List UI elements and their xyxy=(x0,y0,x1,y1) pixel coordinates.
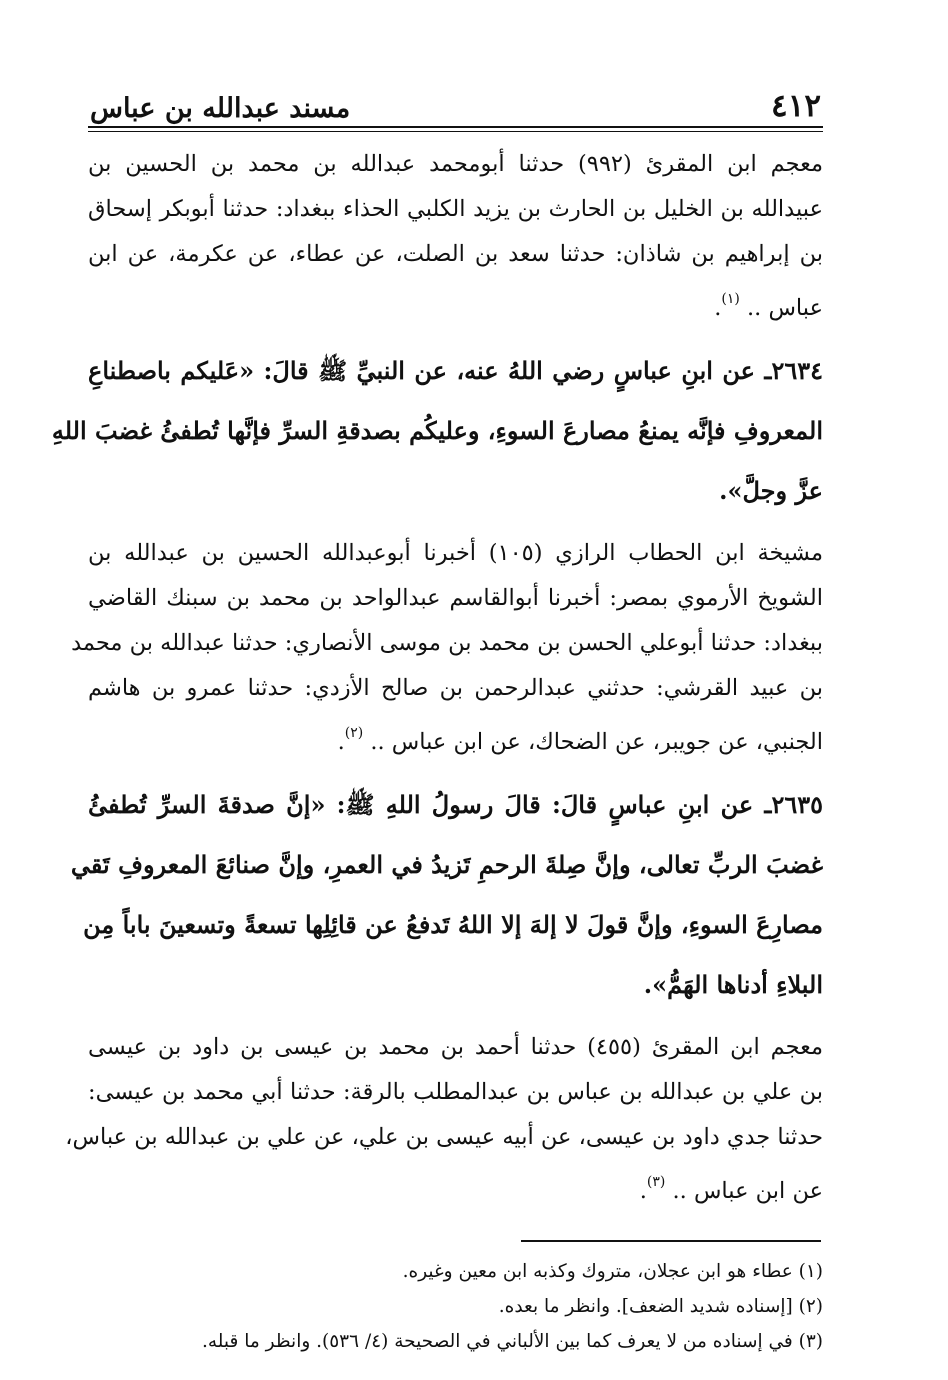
hadith-line: عزَّ وجلَّ». xyxy=(719,476,823,505)
hadith-line: ٢٦٣٥ـ عن ابنِ عباسٍ قالَ: قالَ رسولُ اللهِ ﷺ: «إنَّ صدقةَ السرِّ تُطفئُ xyxy=(88,790,823,819)
hadith-line: غضبَ الربِّ تعالى، وإنَّ صِلةَ الرحمِ تَزيدُ في العمرِ، وإنَّ صنائعَ المعروفِ تَقي xyxy=(70,850,823,879)
footnotes xyxy=(88,1254,823,1359)
hadith-line: البلاءِ أدناها الهَمُّ». xyxy=(643,970,823,999)
hadith-line: ٢٦٣٤ـ عن ابنِ عباسٍ رضي اللهُ عنه، عن النبيِّ ﷺ قالَ: «عَليكم باصطناعِ xyxy=(88,356,823,385)
header-rule xyxy=(88,126,823,132)
hadith-paragraph xyxy=(70,775,823,1015)
footnote-separator xyxy=(521,1240,821,1242)
text-line: حدثنا جدي داود بن عيسى، عن أبيه عيسى بن علي، عن علي بن عبدالله بن عباس، xyxy=(65,1124,823,1150)
page-header xyxy=(88,78,823,126)
footnote: (١) عطاء هو ابن عجلان، متروك وكذبه ابن معين وغيره. xyxy=(402,1261,823,1282)
footnote: (٢) [إسناده شديد الضعف]. وانظر ما بعده. xyxy=(498,1296,823,1317)
footnote-ref: (٣) xyxy=(646,1174,666,1190)
text-line: الشويخ الأرموي بمصر: أخبرنا أبوالقاسم عبدالواحد بن محمد بن سبنك القاضي xyxy=(88,585,823,611)
text-line: ببغداد: حدثنا أبوعلي الحسن بن محمد بن موسى الأنصاري: حدثنا عبدالله بن محمد xyxy=(71,630,823,656)
text-line: عن ابن عباس .. $^{(٣)}$. xyxy=(639,1174,823,1204)
footnote-ref: (١) xyxy=(721,291,740,307)
text-line: بن إبراهيم بن شاذان: حدثنا سعد بن الصلت، عن عطاء، عن عكرمة، عن ابن xyxy=(88,241,823,267)
isnad-paragraph xyxy=(71,531,823,765)
running-title: مسند عبدالله بن عباس xyxy=(90,93,351,124)
text-line: معجم ابن المقرئ (٩٩٢) حدثنا أبومحمد عبدالله بن محمد بن الحسين بن xyxy=(88,151,823,177)
text-line: عبيدالله بن الخليل بن الحارث بن يزيد الكلبي الحذاء ببغداد: حدثنا أبوبكر إسحاق xyxy=(88,196,823,222)
text-line-content: عن ابن عباس .. xyxy=(672,1178,823,1204)
text-line: معجم ابن المقرئ (٤٥٥) حدثنا أحمد بن محمد بن عيسى بن داود بن عيسى xyxy=(88,1034,823,1060)
book-page xyxy=(51,78,823,1358)
footnote: (٣) في إسناده من لا يعرف كما بين الألباني في الصحيحة (٤/ ٥٣٦). وانظر ما قبله. xyxy=(202,1331,823,1352)
hadith-line: مصارِعَ السوءِ، وإنَّ قولَ لا إلهَ إلا اللهُ تَدفعُ عن قائِلِها تسعةً وتسعينَ باباً مِن xyxy=(83,910,823,939)
text-line: بن عبيد القرشي: حدثني عبدالرحمن بن صالح الأزدي: حدثنا عمرو بن هاشم xyxy=(88,675,823,701)
hadith-line: المعروفِ فإنَّه يمنعُ مصارعَ السوءِ، وعليكُم بصدقةِ السرِّ فإنَّها تُطفئُ غضبَ اللهِ xyxy=(51,416,823,445)
isnad-paragraph xyxy=(65,1025,823,1214)
text-line: عباس .. $^{(١)}$. xyxy=(714,291,823,321)
text-line: بن علي بن عبدالله بن عباس بن عبدالمطلب بالرقة: حدثنا أبي محمد بن عيسى: xyxy=(88,1079,823,1105)
hadith-paragraph xyxy=(51,341,823,521)
text-line: الجنبي، عن جويبر، عن الضحاك، عن ابن عباس .. $^{(٢)}$. xyxy=(337,725,823,755)
isnad-paragraph xyxy=(88,142,823,331)
footnote-ref: (٢) xyxy=(344,725,364,741)
text-line-content: عباس .. xyxy=(747,295,823,321)
page-number: ٤١٢ xyxy=(771,88,821,124)
text-line-content: الجنبي، عن جويبر، عن الضحاك، عن ابن عباس .. xyxy=(370,729,823,755)
text-line: مشيخة ابن الحطاب الرازي (١٠٥) أخبرنا أبوعبدالله الحسين بن عبدالله بن xyxy=(88,540,823,566)
